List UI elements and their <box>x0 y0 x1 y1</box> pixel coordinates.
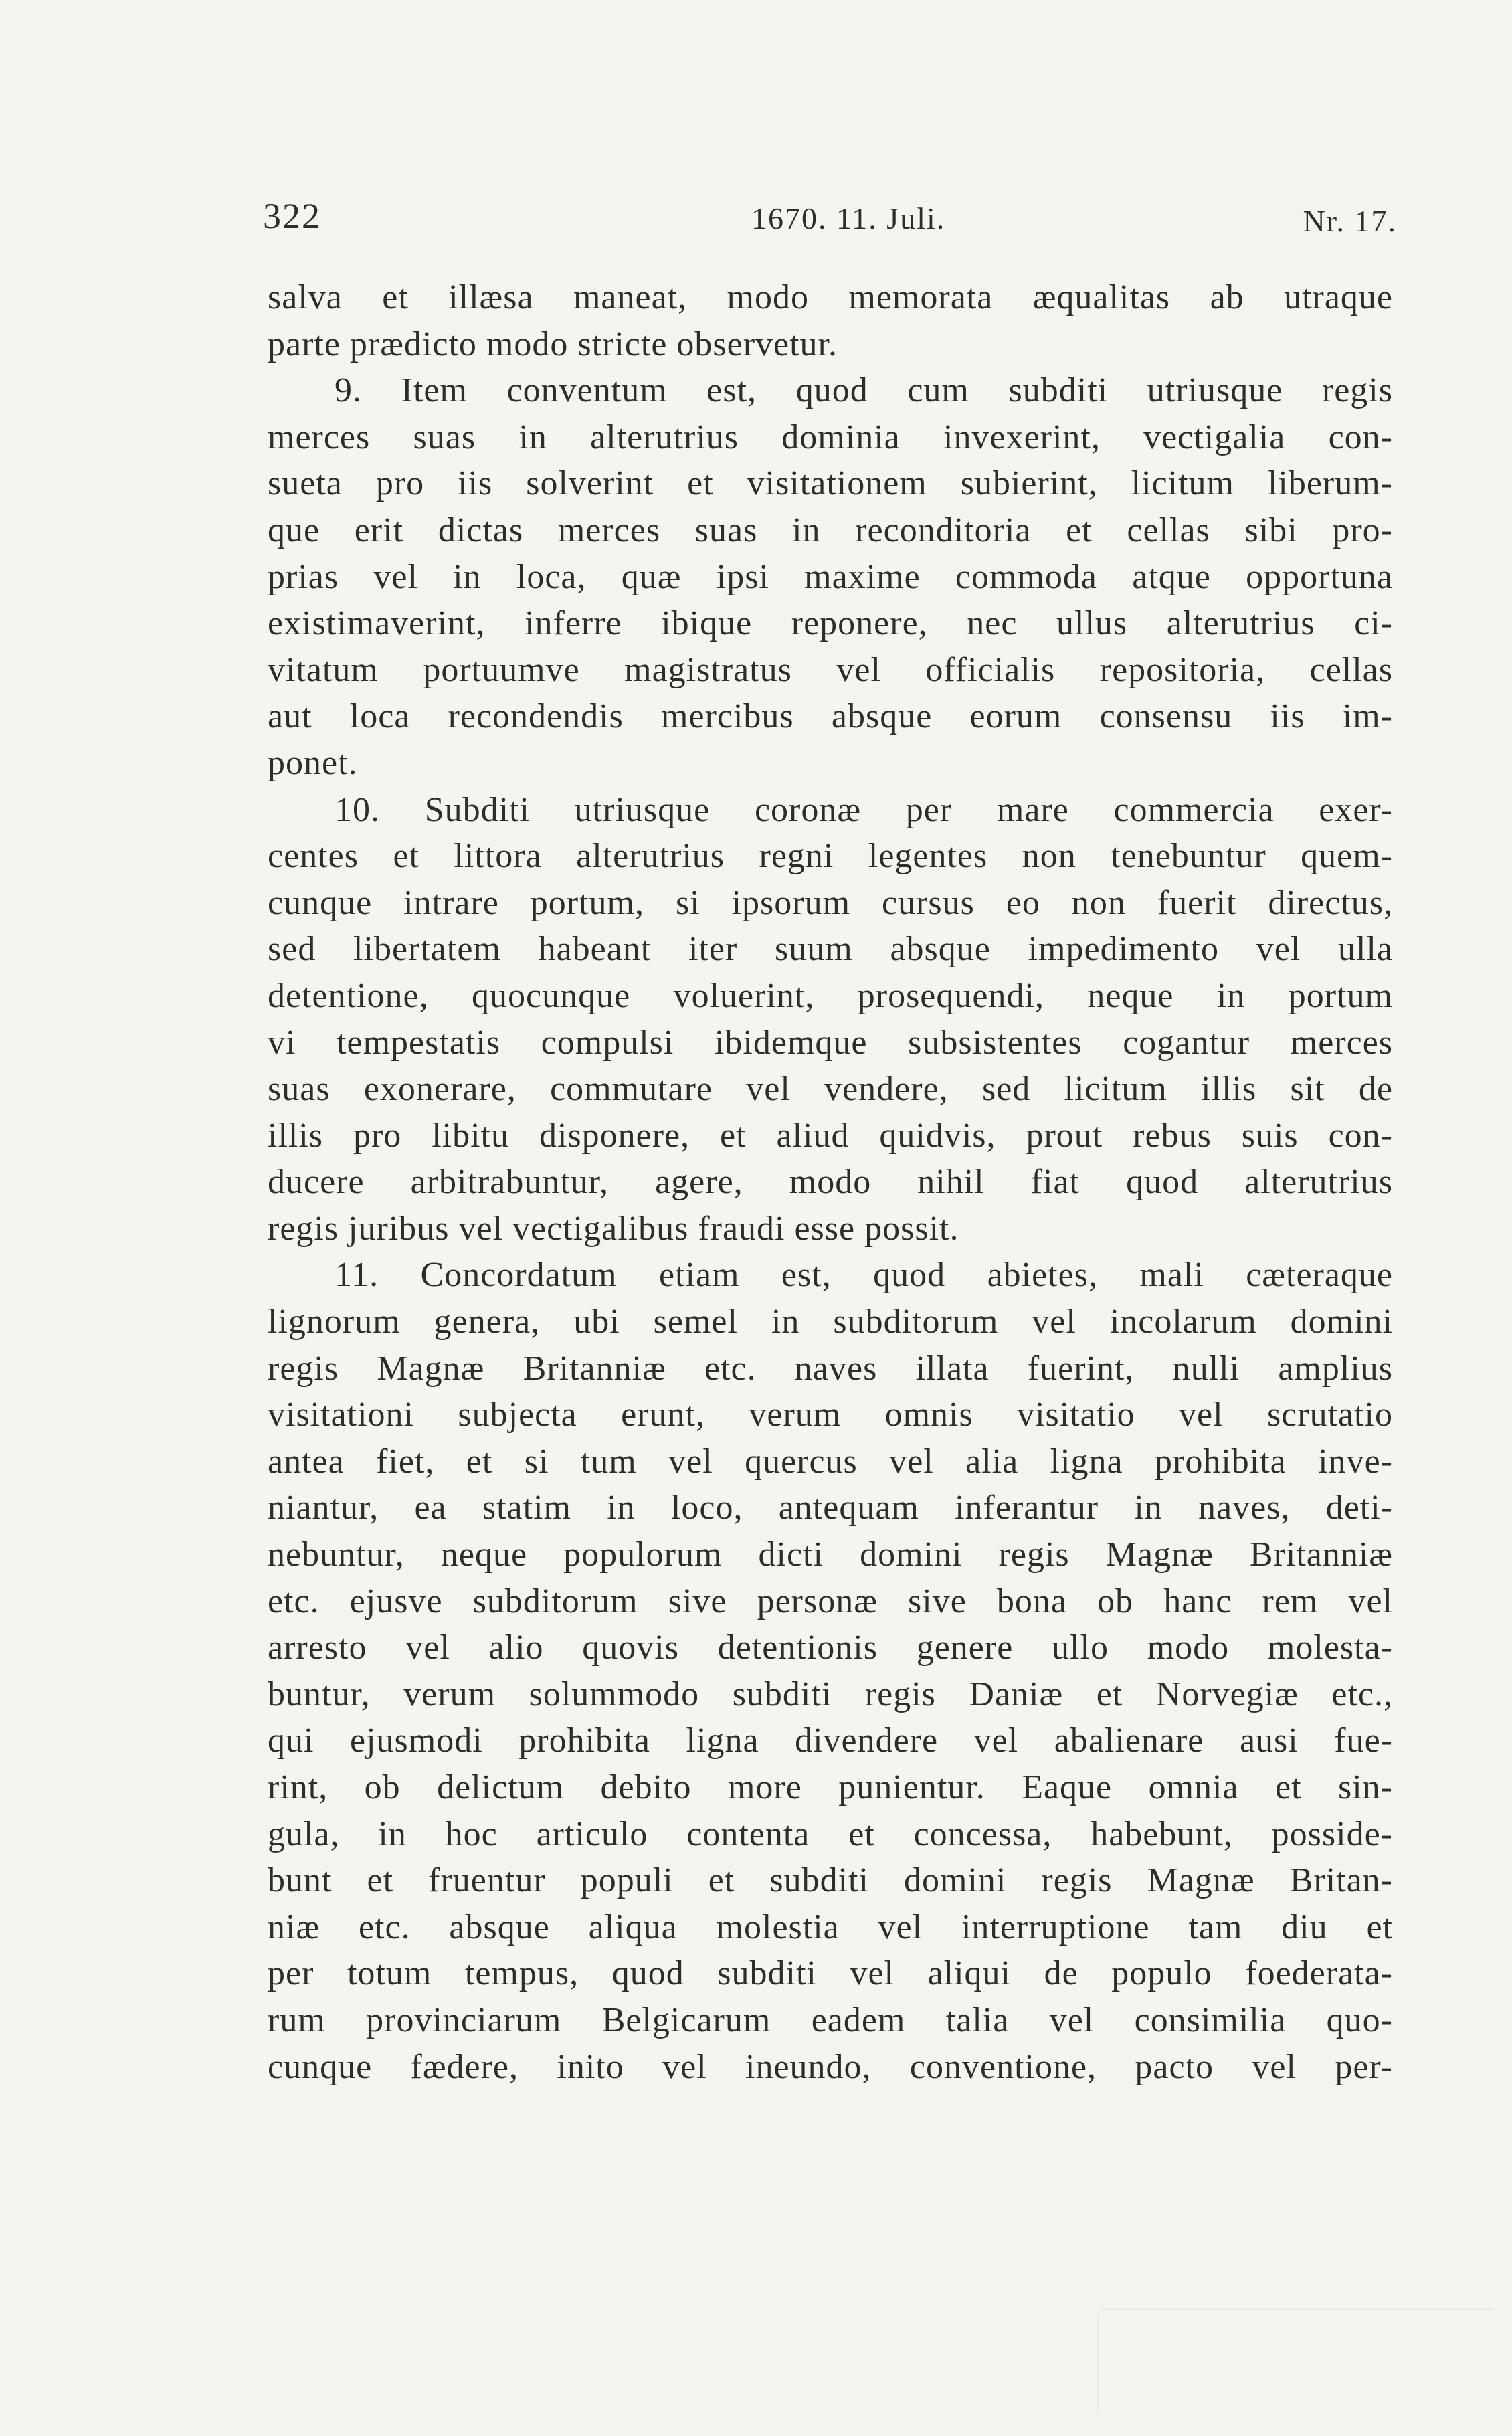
text-line: arresto vel alio quovis detentionis genere ullo modo molesta- <box>268 1628 1393 1667</box>
text-line: detentione, quocunque voluerint, prosequendi, neque in portum <box>268 976 1393 1015</box>
text-line: antea fiet, et si tum vel quercus vel alia ligna prohibita inve- <box>268 1442 1393 1481</box>
text-line: buntur, verum solummodo subditi regis Daniæ et Norvegiæ etc., <box>268 1675 1393 1713</box>
text-line: ducere arbitrabuntur, agere, modo nihil fiat quod alterutrius <box>268 1163 1393 1202</box>
text-line: visitationi subjecta erunt, verum omnis visitatio vel scrutatio <box>268 1396 1393 1434</box>
text-line: niæ etc. absque aliqua molestia vel interruptione tam diu et <box>268 1907 1393 1946</box>
text-line: gula, in hoc articulo contenta et concessa, habebunt, posside- <box>268 1814 1393 1853</box>
text-line: cunque fædere, inito vel ineundo, conventione, pacto vel per- <box>268 2047 1393 2086</box>
text-line: aut loca recondendis mercibus absque eorum consensu iis im- <box>268 697 1393 736</box>
page-number: 322 <box>263 196 321 236</box>
text-line: sueta pro iis solverint et visitationem subierint, licitum liberum- <box>268 464 1393 503</box>
text-line: sed libertatem habeant iter suum absque impedimento vel ulla <box>268 930 1393 969</box>
text-line: vi tempestatis compulsi ibidemque subsistentes cogantur merces <box>268 1023 1393 1062</box>
body-text <box>268 274 1393 2090</box>
page-header <box>263 195 1397 249</box>
text-line: rum provinciarum Belgicarum eadem talia vel consimilia quo- <box>268 2000 1393 2039</box>
text-line: nebuntur, neque populorum dicti domini regis Magnæ Britanniæ <box>268 1535 1393 1574</box>
text-line: prias vel in loca, quæ ipsi maxime commoda atque opportuna <box>268 557 1393 596</box>
text-line: existimaverint, inferre ibique reponere, nec ullus alterutrius ci- <box>268 604 1393 643</box>
text-line: parte prædicto modo stricte observetur. <box>268 324 838 363</box>
text-line: niantur, ea statim in loco, antequam inferantur in naves, deti- <box>268 1489 1393 1527</box>
page-corner-shadow <box>1097 2308 1500 2417</box>
text-line: salva et illæsa maneat, modo memorata æqualitas ab utraque <box>268 278 1393 316</box>
text-line: bunt et fruentur populi et subditi domini regis Magnæ Britan- <box>268 1861 1393 1900</box>
text-line: 9. Item conventum est, quod cum subditi utriusque regis <box>335 371 1393 410</box>
text-line: merces suas in alterutrius dominia invexerint, vectigalia con- <box>268 417 1393 456</box>
text-line: qui ejusmodi prohibita ligna divendere vel abalienare ausi fue- <box>268 1721 1393 1760</box>
text-line: cunque intrare portum, si ipsorum cursus eo non fuerit directus, <box>268 883 1393 922</box>
text-line: per totum tempus, quod subditi vel aliqui de populo foederata- <box>268 1954 1393 1993</box>
text-line: rint, ob delictum debito more punientur. Eaque omnia et sin- <box>268 1768 1393 1806</box>
text-line: illis pro libitu disponere, et aliud quidvis, prout rebus suis con- <box>268 1116 1393 1155</box>
text-line: suas exonerare, commutare vel vendere, sed licitum illis sit de <box>268 1070 1393 1109</box>
running-head-date: 1670. 11. Juli. <box>751 201 946 236</box>
text-line: regis Magnæ Britanniæ etc. naves illata fuerint, nulli amplius <box>268 1349 1393 1388</box>
text-line: 11. Concordatum etiam est, quod abietes, mali cæteraque <box>335 1256 1393 1295</box>
text-line: lignorum genera, ubi semel in subditorum vel incolarum domini <box>268 1303 1393 1341</box>
text-line: ponet. <box>268 743 358 782</box>
text-line: centes et littora alterutrius regni legentes non tenebuntur quem- <box>268 837 1393 876</box>
text-line: vitatum portuumve magistratus vel officialis repositoria, cellas <box>268 650 1393 689</box>
document-number: Nr. 17. <box>1303 204 1397 238</box>
text-line: 10. Subditi utriusque coronæ per mare commercia exer- <box>335 790 1393 829</box>
text-line: que erit dictas merces suas in reconditoria et cellas sibi pro- <box>268 510 1393 549</box>
text-line: regis juribus vel vectigalibus fraudi esse possit. <box>268 1209 959 1248</box>
text-line: etc. ejusve subditorum sive personæ sive bona ob hanc rem vel <box>268 1582 1393 1620</box>
